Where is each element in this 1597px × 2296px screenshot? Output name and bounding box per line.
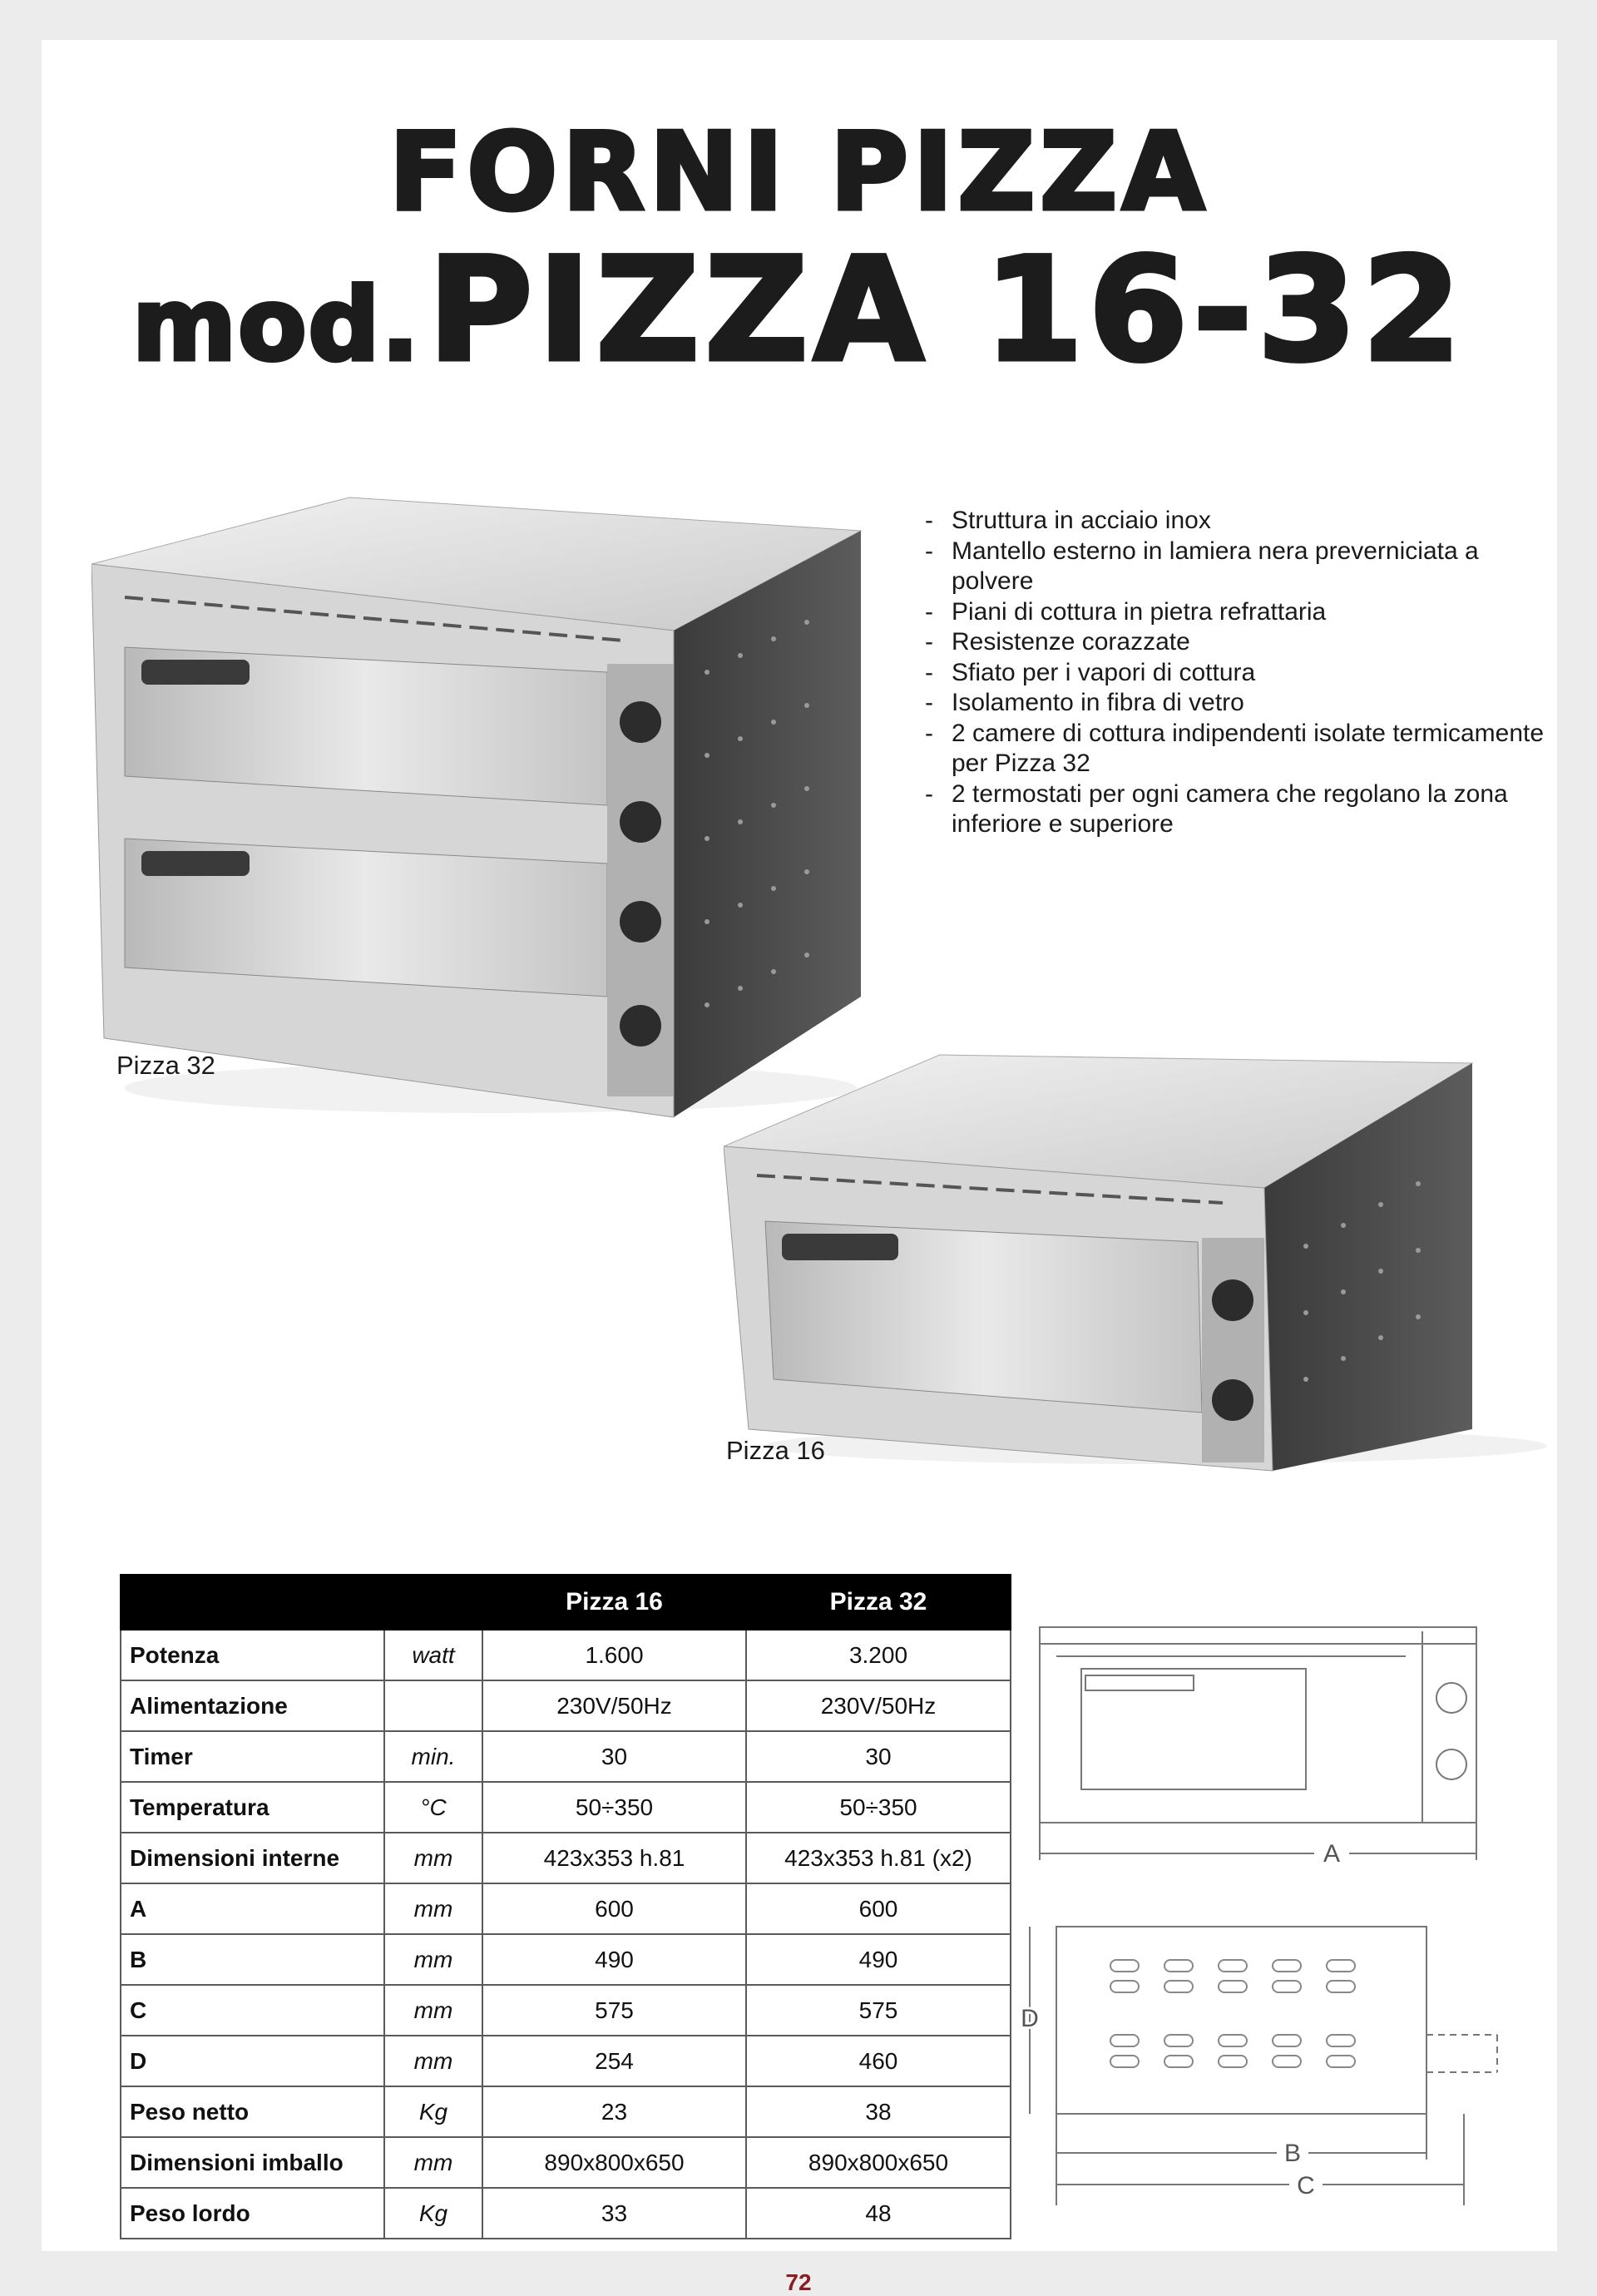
- spec-value-pizza-16: 890x800x650: [482, 2137, 746, 2188]
- spec-name: C: [121, 1985, 384, 2036]
- feature-list: [917, 506, 1549, 840]
- pizza-16-oven-image: [724, 1013, 1555, 1479]
- spec-value-pizza-16: 1.600: [482, 1630, 746, 1680]
- table-row: [121, 1782, 1011, 1833]
- dimension-a-label: A: [1323, 1840, 1341, 1868]
- spec-unit: mm: [384, 1985, 482, 2036]
- dimension-b-label: B: [1283, 2140, 1302, 2167]
- spec-name: Peso netto: [121, 2086, 384, 2137]
- feature-item: - 2 camere di cottura indipendenti isolate termicamente per Pizza 32: [917, 719, 1549, 779]
- spec-value-pizza-16: 33: [482, 2188, 746, 2239]
- model-prefix: mod.: [132, 268, 421, 383]
- spec-value-pizza-32: 48: [746, 2188, 1011, 2239]
- table-row: [121, 1883, 1011, 1934]
- table-row: [121, 2036, 1011, 2086]
- feature-item: - Resistenze corazzate: [917, 627, 1549, 658]
- side-view-drawing: [1006, 1910, 1522, 2259]
- spec-unit: Kg: [384, 2188, 482, 2239]
- spec-value-pizza-32: 490: [746, 1934, 1011, 1985]
- spec-value-pizza-16: 575: [482, 1985, 746, 2036]
- spec-unit: watt: [384, 1630, 482, 1680]
- spec-unit: mm: [384, 1833, 482, 1883]
- spec-name: Potenza: [121, 1630, 384, 1680]
- model-title: [42, 227, 1557, 436]
- spec-name: Peso lordo: [121, 2188, 384, 2239]
- spec-value-pizza-16: 50÷350: [482, 1782, 746, 1833]
- spec-name: D: [121, 2036, 384, 2086]
- spec-table: [120, 1574, 1011, 2239]
- spec-value-pizza-32: 575: [746, 1985, 1011, 2036]
- feature-item: - 2 termostati per ogni camera che regolano la zona inferiore e superiore: [917, 779, 1549, 840]
- table-row: [121, 1680, 1011, 1731]
- page-title: FORNI PIZZA: [388, 111, 1210, 235]
- spec-name: Alimentazione: [121, 1680, 384, 1731]
- spec-value-pizza-16: 230V/50Hz: [482, 1680, 746, 1731]
- column-header: Pizza 16: [482, 1575, 746, 1630]
- spec-value-pizza-16: 490: [482, 1934, 746, 1985]
- table-header-row: [121, 1575, 1011, 1630]
- spec-value-pizza-32: 600: [746, 1883, 1011, 1934]
- dimension-d-label: D: [1021, 2005, 1039, 2032]
- spec-name: Dimensioni interne: [121, 1833, 384, 1883]
- spec-unit: [384, 1680, 482, 1731]
- column-header: [121, 1575, 384, 1630]
- table-row: [121, 1833, 1011, 1883]
- spec-value-pizza-32: 50÷350: [746, 1782, 1011, 1833]
- spec-unit: min.: [384, 1731, 482, 1782]
- spec-unit: mm: [384, 2137, 482, 2188]
- feature-item: - Struttura in acciaio inox: [917, 506, 1549, 537]
- spec-name: Dimensioni imballo: [121, 2137, 384, 2188]
- spec-value-pizza-16: 423x353 h.81: [482, 1833, 746, 1883]
- table-row: [121, 1985, 1011, 2036]
- table-row: [121, 2188, 1011, 2239]
- table-row: [121, 1934, 1011, 1985]
- spec-value-pizza-32: 423x353 h.81 (x2): [746, 1833, 1011, 1883]
- front-view-drawing: [990, 1586, 1506, 1885]
- table-row: [121, 1731, 1011, 1782]
- caption-pizza-32: Pizza 32: [116, 1051, 215, 1080]
- spec-value-pizza-32: 30: [746, 1731, 1011, 1782]
- spec-value-pizza-32: 38: [746, 2086, 1011, 2137]
- spec-value-pizza-32: 890x800x650: [746, 2137, 1011, 2188]
- spec-value-pizza-16: 254: [482, 2036, 746, 2086]
- table-row: [121, 1630, 1011, 1680]
- spec-unit: mm: [384, 1883, 482, 1934]
- feature-item: - Piani di cottura in pietra refrattaria: [917, 597, 1549, 628]
- spec-unit: °C: [384, 1782, 482, 1833]
- column-header: [384, 1575, 482, 1630]
- spec-unit: mm: [384, 2036, 482, 2086]
- spec-value-pizza-32: 230V/50Hz: [746, 1680, 1011, 1731]
- caption-pizza-16: Pizza 16: [726, 1436, 825, 1465]
- spec-name: A: [121, 1883, 384, 1934]
- spec-unit: Kg: [384, 2086, 482, 2137]
- spec-value-pizza-16: 30: [482, 1731, 746, 1782]
- spec-value-pizza-32: 3.200: [746, 1630, 1011, 1680]
- spec-value-pizza-16: 23: [482, 2086, 746, 2137]
- spec-name: Timer: [121, 1731, 384, 1782]
- feature-item: - Mantello esterno in lamiera nera preverniciata a polvere: [917, 537, 1549, 597]
- spec-name: Temperatura: [121, 1782, 384, 1833]
- dimension-c-label: C: [1297, 2172, 1315, 2200]
- feature-item: - Sfiato per i vapori di cottura: [917, 658, 1549, 689]
- spec-unit: mm: [384, 1934, 482, 1985]
- spec-value-pizza-16: 600: [482, 1883, 746, 1934]
- spec-name: B: [121, 1934, 384, 1985]
- catalog-page: [42, 40, 1557, 2251]
- feature-item: - Isolamento in fibra di vetro: [917, 688, 1549, 719]
- model-name: PIZZA 16-32: [428, 226, 1466, 393]
- page-number: 72: [785, 2269, 812, 2295]
- table-row: [121, 2137, 1011, 2188]
- spec-value-pizza-32: 460: [746, 2036, 1011, 2086]
- column-header: Pizza 32: [746, 1575, 1011, 1630]
- table-row: [121, 2086, 1011, 2137]
